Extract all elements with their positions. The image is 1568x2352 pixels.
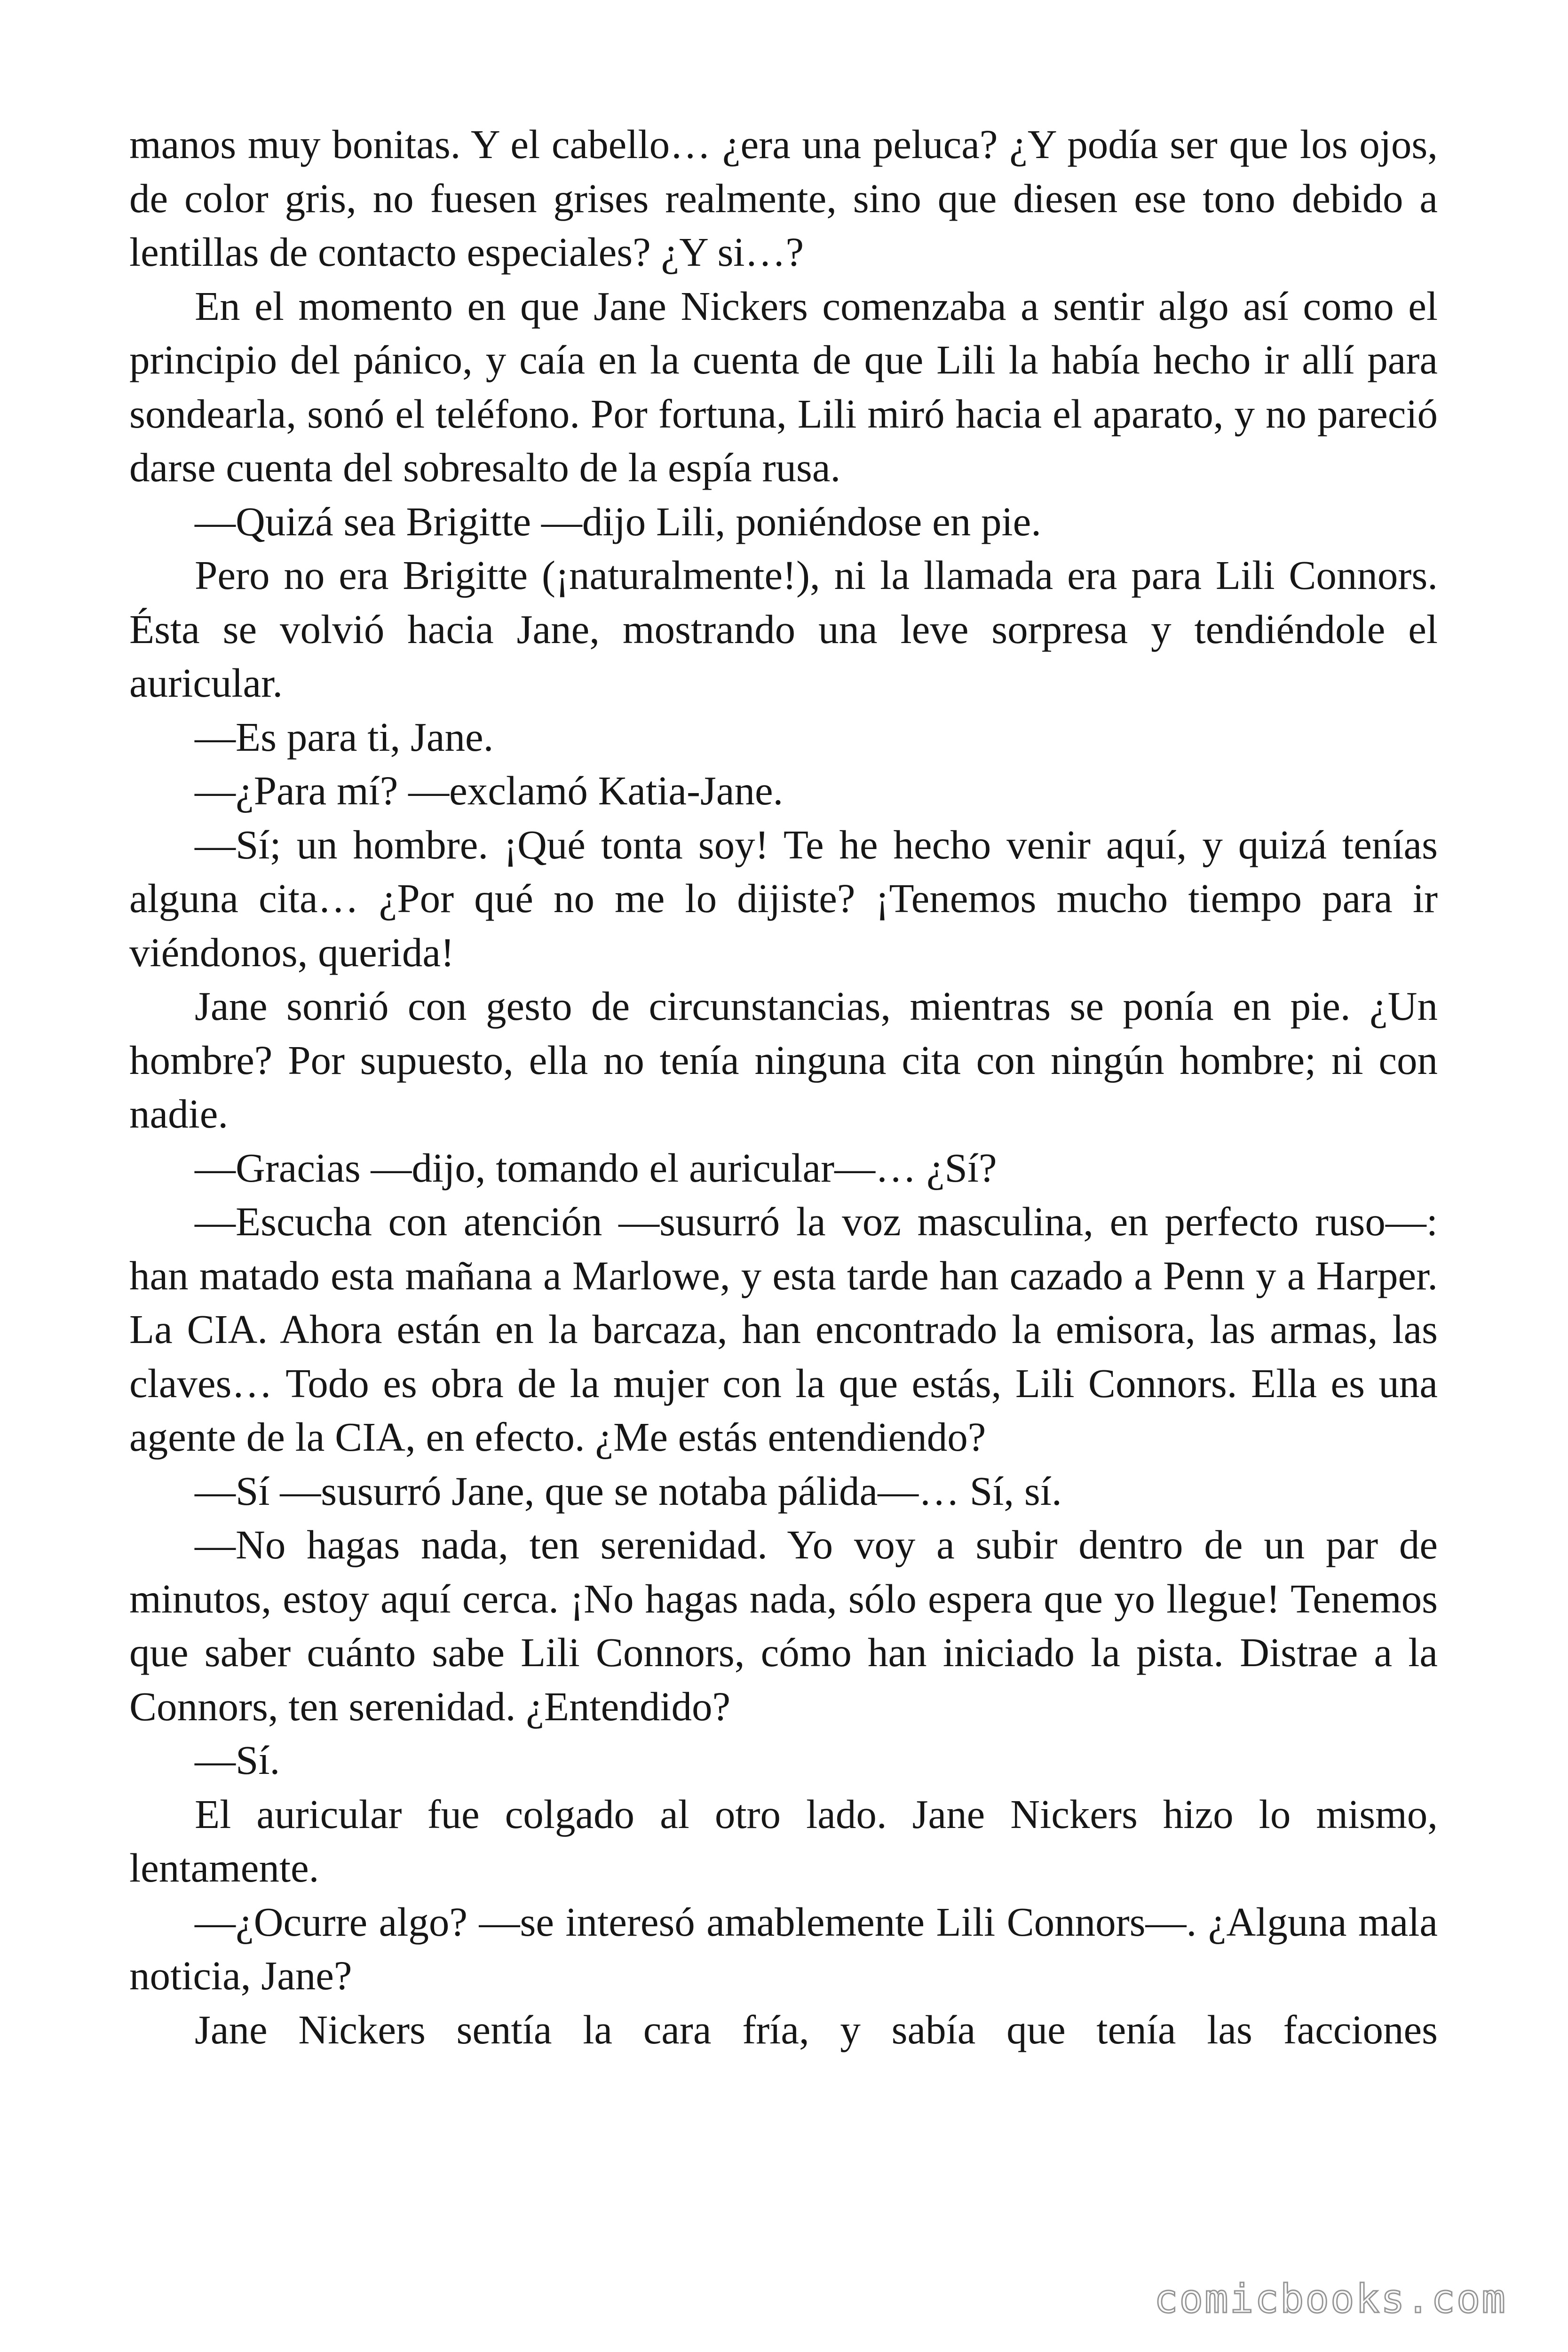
dialogue-paragraph: —Sí. xyxy=(195,1737,280,1783)
dialogue-paragraph: —¿Ocurre algo? —se interesó amablemente Lili Connors—. ¿Alguna mala noticia, Jane? xyxy=(129,1899,1438,1998)
paragraph: Jane sonrió con gesto de circunstancias, mientras se ponía en pie. ¿Un hombre? Por supuesto, ella no tenía ninguna cita con ningún hombre; ni con nadie. xyxy=(129,983,1438,1136)
dialogue-paragraph: —Gracias —dijo, tomando el auricular—… ¿Sí? xyxy=(195,1144,997,1191)
page-body xyxy=(129,118,1438,2057)
paragraph: En el momento en que Jane Nickers comenzaba a sentir algo así como el principio del pánico, y caía en la cuenta de que Lili la había hecho ir allí para sondearla, sonó el teléfono. Por fortuna, Lili miró hacia el aparato, y no pareció darse cuenta del sobresalto de la espía rusa. xyxy=(129,283,1438,490)
dialogue-paragraph: —No hagas nada, ten serenidad. Yo voy a subir dentro de un par de minutos, estoy aquí cerca. ¡No hagas nada, sólo espera que yo llegue! Tenemos que saber cuánto sabe Lili Connors, cómo han iniciado la pista. Distrae a la Connors, ten serenidad. ¿Entendido? xyxy=(129,1522,1438,1729)
dialogue-paragraph: —Sí —susurró Jane, que se notaba pálida—… Sí, sí. xyxy=(195,1468,1062,1514)
paragraph-continued: manos muy bonitas. Y el cabello… ¿era una peluca? ¿Y podía ser que los ojos, de color gris, no fuesen grises realmente, sino que diesen ese tono debido a lentillas de contacto especiales? ¿Y si…? xyxy=(129,121,1438,275)
dialogue-paragraph: —Escucha con atención —susurró la voz masculina, en perfecto ruso—: han matado esta mañana a Marlowe, y esta tarde han cazado a Penn y a Harper. La CIA. Ahora están en la barcaza, han encontrado la emisora, las armas, las claves… Todo es obra de la mujer con la que estás, Lili Connors. Ella es una agente de la CIA, en efecto. ¿Me estás entendiendo? xyxy=(129,1199,1438,1460)
paragraph: El auricular fue colgado al otro lado. Jane Nickers hizo lo mismo, lentamente. xyxy=(129,1791,1438,1891)
dialogue-paragraph: —Quizá sea Brigitte —dijo Lili, poniéndose en pie. xyxy=(195,498,1042,544)
dialogue-paragraph: —Sí; un hombre. ¡Qué tonta soy! Te he hecho venir aquí, y quizá tenías alguna cita… ¿Por qué no me lo dijiste? ¡Tenemos mucho tiempo para ir viéndonos, querida! xyxy=(129,821,1438,975)
dialogue-paragraph: —Es para ti, Jane. xyxy=(195,714,494,760)
paragraph: Pero no era Brigitte (¡naturalmente!), ni la llamada era para Lili Connors. Ésta se volvió hacia Jane, mostrando una leve sorpresa y tendiéndole el auricular. xyxy=(129,552,1438,706)
dialogue-paragraph: —¿Para mí? —exclamó Katia-Jane. xyxy=(195,768,784,813)
paragraph-continues-next-page: Jane Nickers sentía la cara fría, y sabía que tenía las facciones xyxy=(195,2006,1438,2052)
site-watermark: comicbooks.com xyxy=(1154,2276,1507,2322)
